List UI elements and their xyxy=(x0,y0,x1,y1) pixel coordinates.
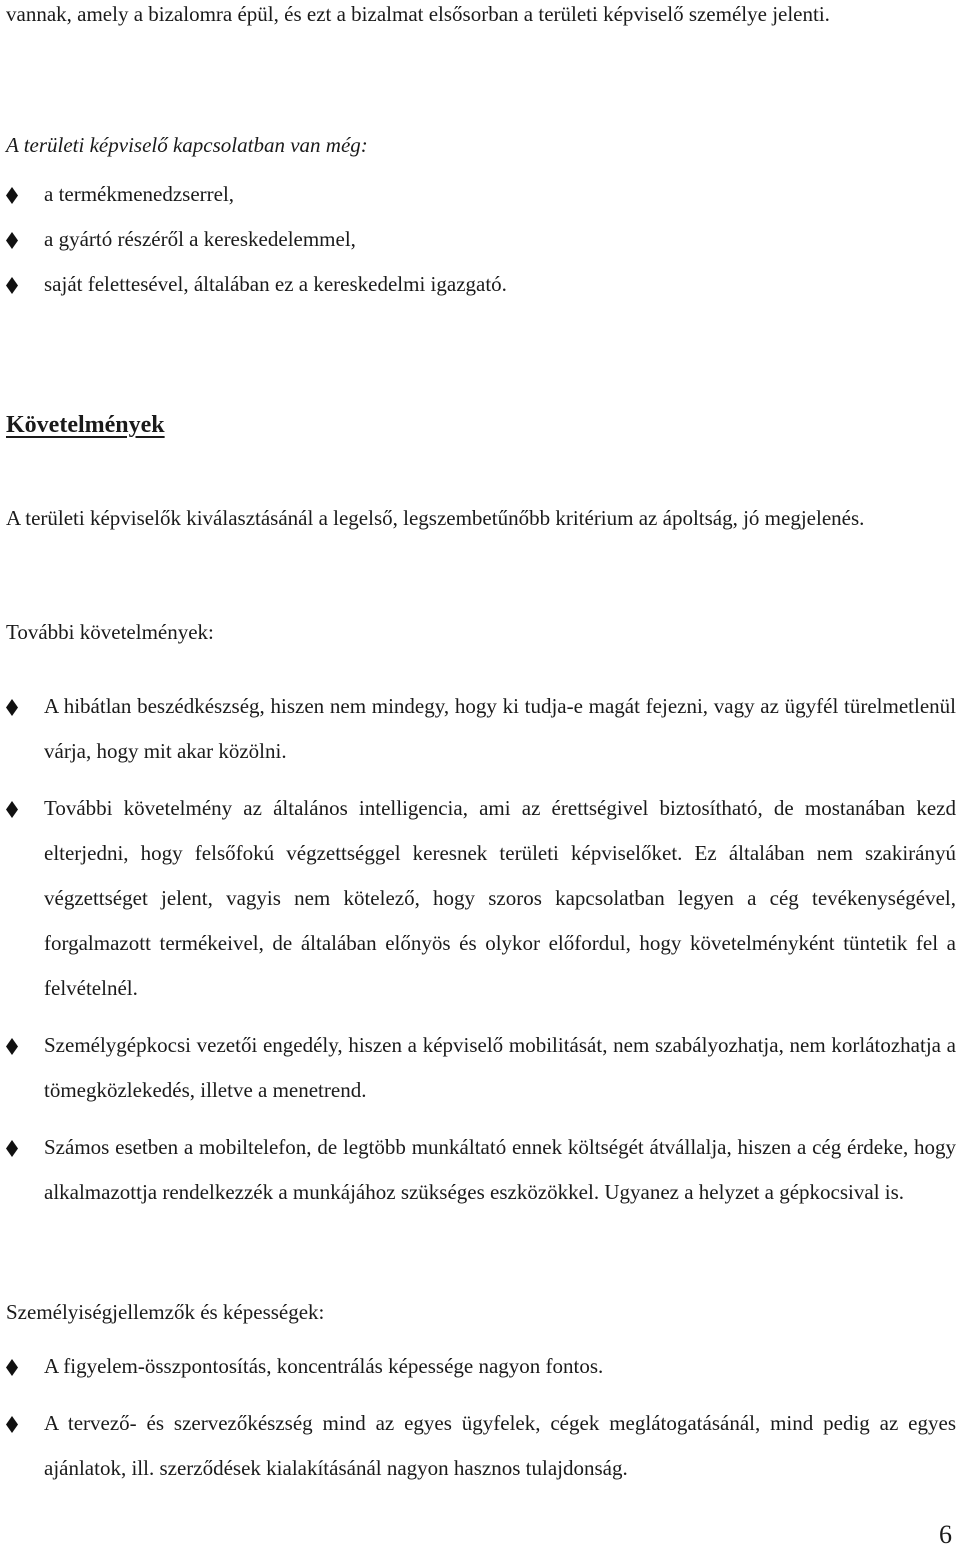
list-item-text: a termékmenedzserrel, xyxy=(44,182,235,206)
list-item-text: Személygépkocsi vezetői engedély, hiszen a képviselő mobilitását, nem szabályozhatja, nem korlátozhatja a tömegközlekedés, illetve a menetrend. xyxy=(44,1033,956,1102)
list-item-text: Számos esetben a mobiltelefon, de legtöbb munkáltató ennek költségét átvállalja, hiszen a cég érdeke, hogy alkalmazottja rendelkezzék a munkájához szükséges eszközökkel. Ugyanez a helyzet a gépkocsival is. xyxy=(44,1135,956,1204)
contacts-heading: A területi képviselő kapcsolatban van még: xyxy=(6,133,368,157)
intro-paragraph: vannak, amely a bizalomra épül, és ezt a bizalmat elsősorban a területi képviselő személye jelenti. xyxy=(6,2,830,26)
page-number: 6 xyxy=(939,1520,952,1549)
list-item xyxy=(6,217,956,262)
list-item-text: További követelmény az általános intelligencia, ami az érettségivel biztosítható, de mostanában kezd elterjedni, hogy felsőfokú végzettséggel keresnek területi képviselőket. Ez általában nem szakirányú végzettséget jelent, vagyis nem kötelező, hogy szoros kapcsolatban legyen a cég tevékenységével, forgalmazott termékeivel, de általában előnyös és olykor előfordul, hogy követelményként tüntetik fel a felvételnél. xyxy=(44,796,956,1000)
section-title: Követelmények xyxy=(6,412,165,438)
list-item xyxy=(6,262,956,307)
requirements-intro: A területi képviselők kiválasztásánál a legelső, legszembetűnőbb kritérium az ápoltság, jó megjelenés. xyxy=(6,506,865,530)
requirements-list xyxy=(6,684,956,1215)
diamond-bullet-icon xyxy=(6,801,18,818)
diamond-bullet-icon xyxy=(6,232,18,249)
list-item-text: a gyártó részéről a kereskedelemmel, xyxy=(44,227,356,251)
list-item xyxy=(6,172,956,217)
personality-list xyxy=(6,1344,956,1491)
further-requirements-heading: További követelmények: xyxy=(6,620,214,644)
diamond-bullet-icon xyxy=(6,1359,18,1376)
contacts-list xyxy=(6,172,956,307)
diamond-bullet-icon xyxy=(6,1140,18,1157)
list-item xyxy=(6,1344,956,1389)
diamond-bullet-icon xyxy=(6,1038,18,1055)
list-item xyxy=(6,1401,956,1491)
list-item-text: saját felettesével, általában ez a kereskedelmi igazgató. xyxy=(44,272,507,296)
diamond-bullet-icon xyxy=(6,187,18,204)
diamond-bullet-icon xyxy=(6,699,18,716)
list-item xyxy=(6,786,956,1011)
diamond-bullet-icon xyxy=(6,277,18,294)
list-item-text: A tervező- és szervezőkészség mind az egyes ügyfelek, cégek meglátogatásánál, mind pedig az egyes ajánlatok, ill. szerződések kialakításánál nagyon hasznos tulajdonság. xyxy=(44,1411,956,1480)
list-item xyxy=(6,1023,956,1113)
list-item xyxy=(6,684,956,774)
list-item-text: A hibátlan beszédkészség, hiszen nem mindegy, hogy ki tudja-e magát fejezni, vagy az ügyfél türelmetlenül várja, hogy mit akar közölni. xyxy=(44,694,956,763)
list-item-text: A figyelem-összpontosítás, koncentrálás képessége nagyon fontos. xyxy=(44,1354,604,1378)
personality-heading: Személyiségjellemzők és képességek: xyxy=(6,1300,325,1324)
list-item xyxy=(6,1125,956,1215)
diamond-bullet-icon xyxy=(6,1416,18,1433)
